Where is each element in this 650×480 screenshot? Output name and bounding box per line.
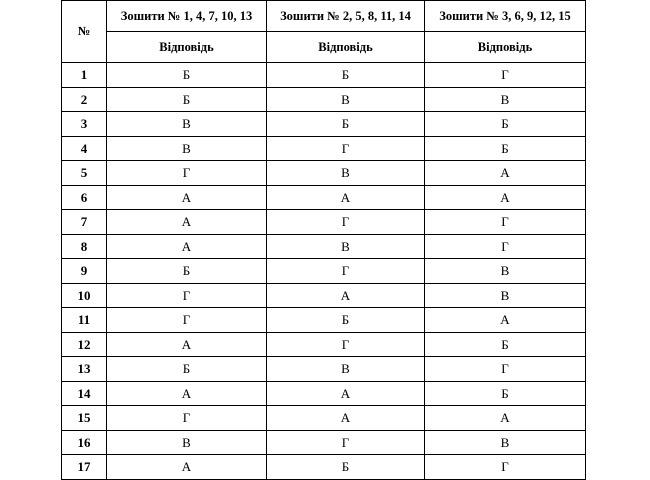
- answer-column-header: Відповідь: [425, 32, 586, 63]
- answer-cell: Б: [425, 112, 586, 137]
- answer-cell: Г: [425, 63, 586, 88]
- answer-cell: В: [425, 259, 586, 284]
- answer-cell: Г: [107, 161, 267, 186]
- question-number: 1: [62, 63, 107, 88]
- notebook-group-header: Зошити № 3, 6, 9, 12, 15: [425, 1, 586, 32]
- table-row: [62, 210, 586, 235]
- answer-cell: В: [107, 136, 267, 161]
- answer-cell: В: [267, 357, 425, 382]
- question-number: 8: [62, 234, 107, 259]
- answer-cell: Г: [267, 332, 425, 357]
- answer-cell: Б: [107, 87, 267, 112]
- answer-cell: Г: [107, 283, 267, 308]
- table-row: [62, 308, 586, 333]
- answer-key-table: [61, 0, 586, 480]
- answer-cell: А: [425, 406, 586, 431]
- answer-column-header: Відповідь: [267, 32, 425, 63]
- answer-cell: А: [425, 308, 586, 333]
- answer-column-header: Відповідь: [107, 32, 267, 63]
- header-row-notebooks: [62, 1, 586, 32]
- question-number: 17: [62, 455, 107, 480]
- question-number: 11: [62, 308, 107, 333]
- answer-cell: Г: [425, 210, 586, 235]
- answer-cell: Б: [267, 308, 425, 333]
- table-row: [62, 381, 586, 406]
- answer-cell: А: [267, 283, 425, 308]
- answer-cell: А: [425, 161, 586, 186]
- notebook-group-header: Зошити № 1, 4, 7, 10, 13: [107, 1, 267, 32]
- answer-cell: А: [107, 234, 267, 259]
- question-number: 5: [62, 161, 107, 186]
- table-row: [62, 63, 586, 88]
- answer-cell: А: [107, 381, 267, 406]
- answer-cell: А: [107, 455, 267, 480]
- answer-cell: Б: [107, 63, 267, 88]
- table-row: [62, 455, 586, 480]
- answer-cell: Г: [267, 259, 425, 284]
- table-row: [62, 87, 586, 112]
- table-row: [62, 234, 586, 259]
- question-number: 2: [62, 87, 107, 112]
- question-number: 3: [62, 112, 107, 137]
- answer-cell: А: [267, 185, 425, 210]
- question-number: 16: [62, 430, 107, 455]
- answer-cell: Г: [425, 455, 586, 480]
- table-row: [62, 283, 586, 308]
- question-number: 12: [62, 332, 107, 357]
- answer-cell: Б: [267, 455, 425, 480]
- answer-cell: Б: [107, 259, 267, 284]
- answer-cell: Б: [425, 332, 586, 357]
- answer-cell: В: [107, 112, 267, 137]
- table-row: [62, 406, 586, 431]
- question-number: 15: [62, 406, 107, 431]
- question-number: 13: [62, 357, 107, 382]
- answer-cell: Б: [425, 381, 586, 406]
- answer-cell: Б: [425, 136, 586, 161]
- answer-cell: А: [425, 185, 586, 210]
- answer-cell: В: [267, 234, 425, 259]
- answer-cell: А: [107, 210, 267, 235]
- answer-cell: Г: [267, 136, 425, 161]
- answer-cell: В: [425, 87, 586, 112]
- table-row: [62, 430, 586, 455]
- answer-cell: В: [267, 87, 425, 112]
- question-number: 6: [62, 185, 107, 210]
- answer-cell: Б: [267, 112, 425, 137]
- answer-cell: А: [107, 185, 267, 210]
- answer-cell: Г: [107, 308, 267, 333]
- answer-table-body: [62, 63, 586, 480]
- table-row: [62, 259, 586, 284]
- answer-cell: А: [267, 406, 425, 431]
- answer-cell: В: [107, 430, 267, 455]
- answer-cell: Г: [107, 406, 267, 431]
- header-row-answer: [62, 32, 586, 63]
- answer-cell: В: [425, 430, 586, 455]
- number-column-header: №: [62, 1, 107, 63]
- table-row: [62, 332, 586, 357]
- question-number: 14: [62, 381, 107, 406]
- answer-cell: В: [267, 161, 425, 186]
- notebook-group-header: Зошити № 2, 5, 8, 11, 14: [267, 1, 425, 32]
- answer-cell: Б: [107, 357, 267, 382]
- question-number: 10: [62, 283, 107, 308]
- table-row: [62, 112, 586, 137]
- answer-cell: А: [267, 381, 425, 406]
- answer-cell: А: [107, 332, 267, 357]
- table-row: [62, 185, 586, 210]
- question-number: 7: [62, 210, 107, 235]
- table-row: [62, 136, 586, 161]
- answer-cell: Б: [267, 63, 425, 88]
- question-number: 9: [62, 259, 107, 284]
- answer-cell: Г: [425, 234, 586, 259]
- table-row: [62, 161, 586, 186]
- answer-cell: Г: [267, 430, 425, 455]
- question-number: 4: [62, 136, 107, 161]
- table-row: [62, 357, 586, 382]
- answer-cell: Г: [425, 357, 586, 382]
- answer-cell: Г: [267, 210, 425, 235]
- answer-cell: В: [425, 283, 586, 308]
